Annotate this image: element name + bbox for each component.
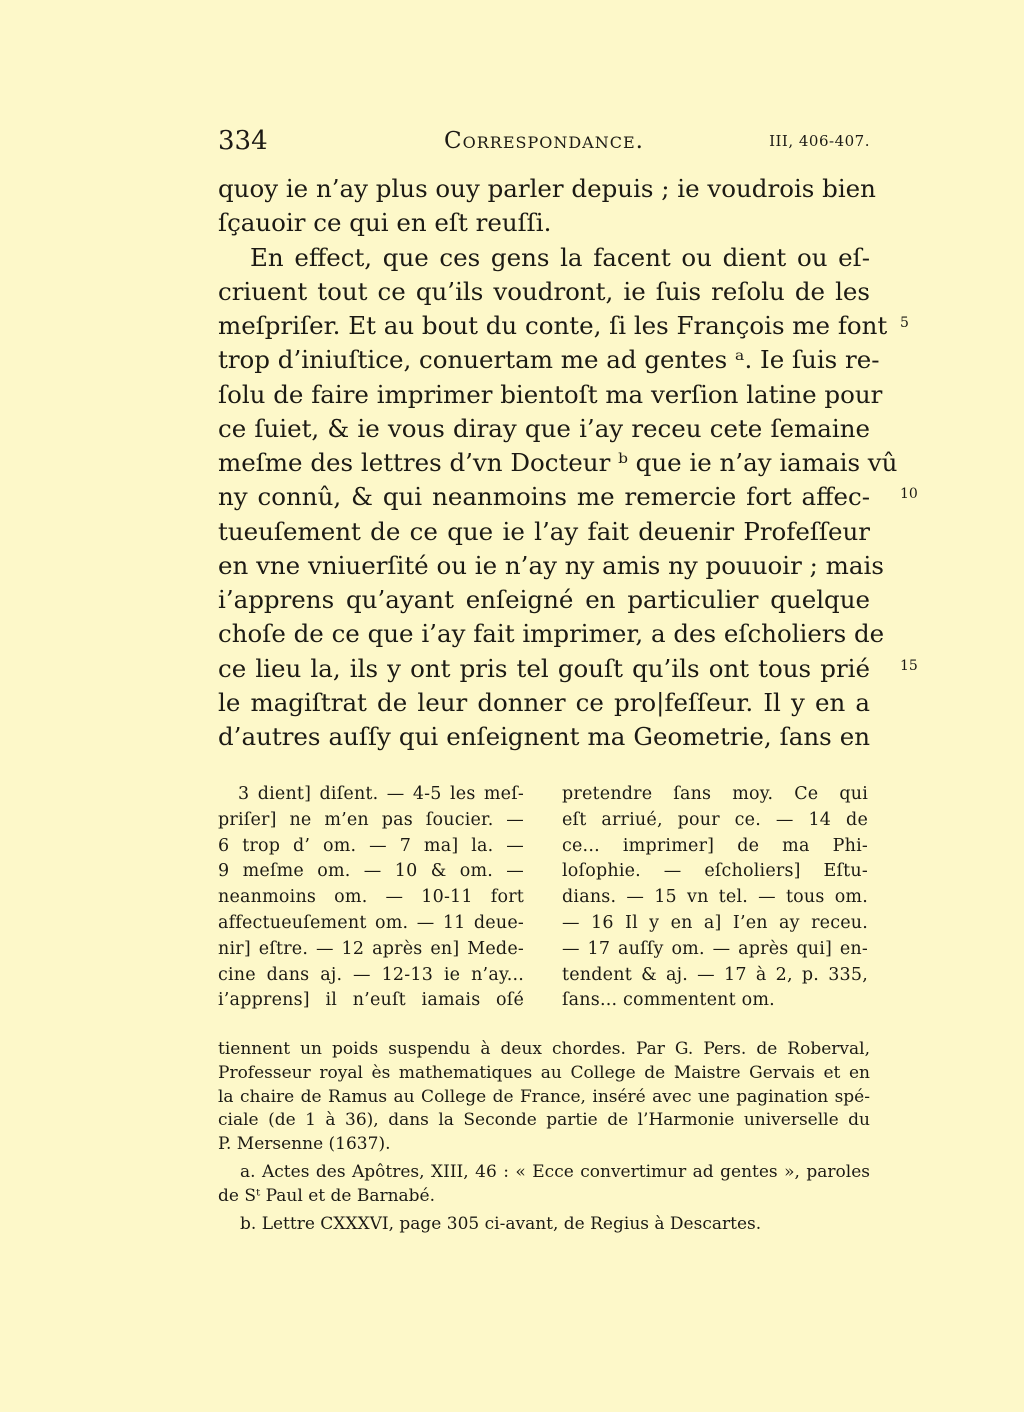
footnote-continuation-line: ciale (de 1 à 36), dans la Seconde partie de l’Harmonie universelle du	[218, 1110, 870, 1131]
line-number: 15	[900, 658, 918, 674]
variant-line: ſans... commentent om.	[562, 990, 775, 1011]
footnote-continuation-line: tiennent un poids suspendu à deux chordes. Par G. Pers. de Roberval,	[218, 1039, 870, 1059]
text-line: ce lieu la, ils y ont pris tel gouſt qu’ils ont tous prié	[218, 653, 870, 683]
text-line: i’apprens qu’ayant enſeigné en particulier quelque	[218, 585, 870, 614]
page-number: 334	[218, 126, 268, 156]
variants-left-column	[218, 782, 524, 1014]
text-line: quoy ie n’ay plus ouy parler depuis ; ie voudrois bien	[218, 174, 876, 203]
variant-line: ce... imprimer] de ma Phi-	[562, 835, 868, 856]
text-line: ſolu de faire imprimer bientoſt ma verſion latine pour	[218, 379, 883, 409]
text-line: ſçauoir ce qui en eſt reuſſi.	[218, 208, 552, 238]
footnote-continuation-line: la chaire de Ramus au College de France, inséré avec une pagination spé-	[218, 1086, 870, 1107]
variant-line: affectueuſement om. — 11 deue-	[218, 912, 524, 933]
variant-line: — 17 auſſy om. — après qui] en-	[562, 938, 868, 959]
footnotes	[218, 1038, 870, 1236]
variant-line: 9 meſme om. — 10 & om. —	[218, 861, 524, 882]
running-head	[218, 124, 870, 160]
variant-line: — 16 Il y en a] I’en ay receu.	[562, 912, 868, 933]
variant-line: neanmoins om. — 10-11 fort	[218, 887, 524, 908]
variants-right-column	[562, 782, 868, 1014]
variant-line: nir] eſtre. — 12 après en] Mede-	[218, 938, 524, 959]
variant-line: 6 trop d’ om. — 7 ma] la. —	[218, 835, 524, 856]
footnote-continuation-line: P. Mersenne (1637).	[218, 1134, 391, 1155]
volume-reference: III, 406-407.	[769, 132, 870, 150]
text-line: trop d’iniuſtice, conuertam me ad gentes ᵃ. Ie ſuis re-	[218, 345, 880, 375]
variant-line: tendent & aj. — 17 à 2, p. 335,	[562, 964, 868, 985]
text-line: ny connû, & qui neanmoins me remercie fort affec-	[218, 482, 870, 512]
text-line: meſme des lettres d’vn Docteur ᵇ que ie n’ay iamais vû	[218, 448, 898, 477]
variant-line: priſer] ne m’en pas ſoucier. —	[218, 809, 524, 830]
text-line: En effect, que ces gens la facent ou dient ou eſ-	[250, 242, 870, 272]
footnote-b: b. Lettre CXXXVI, page 305 ci-avant, de Regius à Descartes.	[240, 1213, 762, 1234]
text-line: meſpriſer. Et au bout du conte, ſi les François me font	[218, 311, 888, 340]
line-number: 5	[900, 315, 909, 331]
text-line: choſe de ce que i’ay fait imprimer, a des eſcholiers de	[218, 619, 885, 649]
footnote-a: de Sᵗ Paul et de Barnabé.	[218, 1185, 436, 1206]
line-number: 10	[900, 486, 918, 502]
variant-line: 3 dient] diſent. — 4-5 les meſ-	[238, 784, 524, 804]
variant-line: i’apprens] il n’euſt iamais oſé	[218, 990, 524, 1011]
variant-line: dians. — 15 vn tel. — tous om.	[562, 887, 868, 908]
variant-line: eſt arriué, pour ce. — 14 de	[562, 809, 868, 830]
running-title: Correspondance.	[444, 128, 644, 154]
variant-line: cine dans aj. — 12-13 ie n’ay...	[218, 964, 524, 985]
footnote-continuation-line: Professeur royal ès mathematiques au College de Maistre Gervais et en	[218, 1062, 870, 1083]
footnote-a: a. Actes des Apôtres, XIII, 46 : « Ecce convertimur ad gentes », paroles	[240, 1161, 870, 1182]
text-line: le magiſtrat de leur donner ce pro|feſſeur. Il y en a	[218, 687, 870, 717]
main-text	[218, 172, 898, 754]
text-line: ce ſuiet, & ie vous diray que i’ay receu cete ſemaine	[218, 413, 870, 443]
variant-line: pretendre ſans moy. Ce qui	[562, 784, 868, 804]
text-line: d’autres auſſy qui enſeignent ma Geometrie, ſans en	[218, 722, 870, 751]
text-line: criuent tout ce qu’ils voudront, ie ſuis reſolu de les	[218, 276, 870, 306]
text-line: en vne vniuerſité ou ie n’ay ny amis ny pouuoir ; mais	[218, 550, 884, 580]
text-line: tueuſement de ce que ie l’ay fait deuenir Profeſſeur	[218, 516, 870, 546]
variant-line: loſophie. — eſcholiers] Eſtu-	[562, 861, 868, 882]
